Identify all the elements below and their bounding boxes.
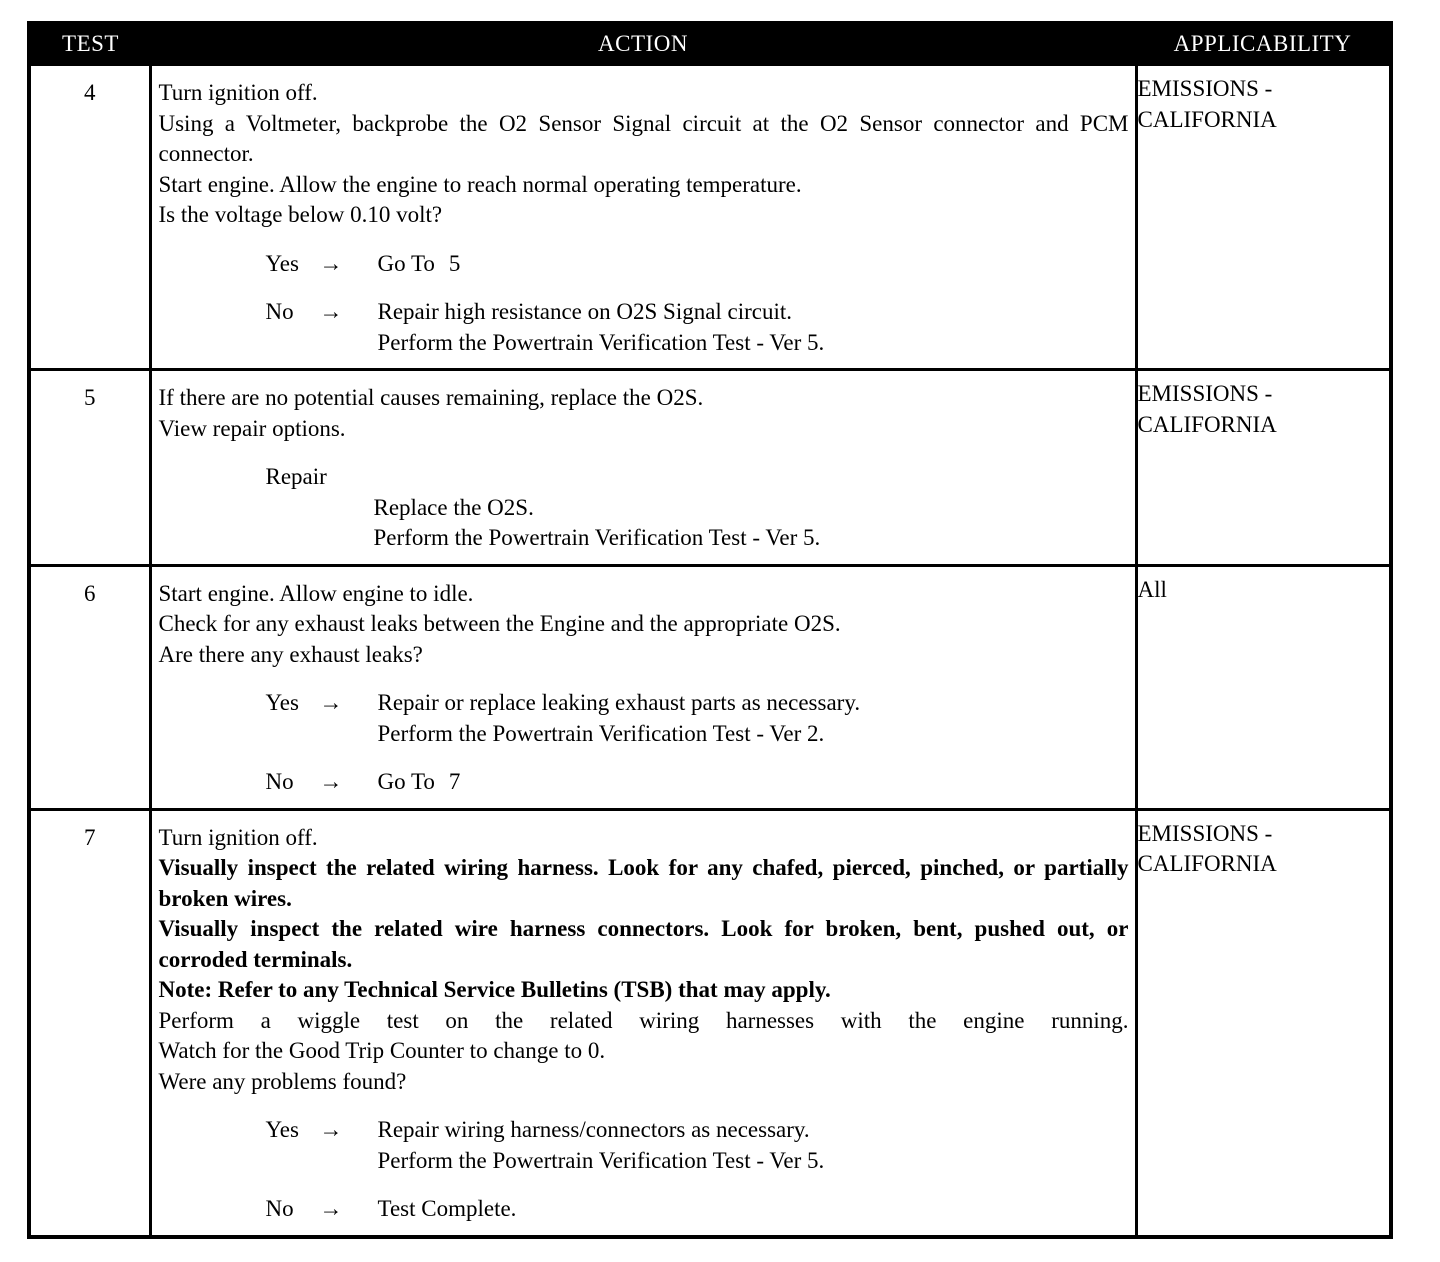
outcome-text <box>378 688 1129 749</box>
action-cell <box>150 65 1136 370</box>
applicability-line: EMISSIONS - <box>1137 820 1273 846</box>
outcome-yes <box>159 688 1129 749</box>
test-number: 7 <box>29 809 150 1237</box>
outcome-line: Perform the Powertrain Verification Test - Ver 2. <box>377 720 825 746</box>
outcome-no <box>159 1194 1129 1225</box>
outcome-text <box>378 1194 1129 1225</box>
outcome-yes <box>159 249 1129 280</box>
header-test: TEST <box>29 23 150 65</box>
arrow-icon: → <box>319 1196 343 1221</box>
arrow-icon: → <box>319 690 343 715</box>
applicability-line: CALIFORNIA <box>1137 106 1277 132</box>
outcome-label: No <box>265 769 294 794</box>
outcome-line: Repair wiring harness/connectors as necessary. <box>377 1117 810 1142</box>
header-row <box>29 23 1391 65</box>
repair-step: Replace the O2S. <box>373 494 534 520</box>
action-cell <box>150 565 1136 809</box>
table-row <box>29 809 1391 1237</box>
goto-label: Go To <box>377 769 435 794</box>
applicability-cell <box>1136 65 1391 370</box>
applicability-line: CALIFORNIA <box>1137 411 1277 437</box>
action-line: View repair options. <box>158 415 346 441</box>
applicability-line: EMISSIONS - <box>1137 381 1273 406</box>
outcome-label: Yes <box>265 690 299 715</box>
applicability-cell <box>1136 565 1391 809</box>
outcome-line: Repair or replace leaking exhaust parts as necessary. <box>377 690 861 715</box>
action-line-bold: Visually inspect the related wiring harness. Look for any chafed, pierced, pinched, or partially broken wires. <box>158 855 1129 911</box>
action-cell <box>150 809 1136 1237</box>
action-line-bold: Note: Refer to any Technical Service Bulletins (TSB) that may apply. <box>158 977 831 1002</box>
action-line: Turn ignition off. <box>158 824 318 850</box>
action-line: Start engine. Allow engine to idle. <box>158 580 474 606</box>
table-row <box>29 370 1391 566</box>
repair-options <box>159 462 1129 554</box>
outcome-no <box>159 767 1129 798</box>
outcome-no <box>159 297 1129 358</box>
goto-number: 7 <box>448 769 461 794</box>
applicability-line: All <box>1137 576 1167 602</box>
outcome-line: Test Complete. <box>377 1196 517 1221</box>
outcome-text <box>378 249 1129 280</box>
repair-steps <box>266 493 1129 554</box>
outcome-line: Perform the Powertrain Verification Test - Ver 5. <box>377 329 825 355</box>
applicability-line: CALIFORNIA <box>1137 851 1277 876</box>
test-number: 5 <box>29 370 150 566</box>
applicability-cell <box>1136 370 1391 566</box>
header-action: ACTION <box>150 23 1136 65</box>
outcome-line: Repair high resistance on O2S Signal circuit. <box>377 299 793 324</box>
goto-label: Go To <box>377 250 435 276</box>
arrow-icon: → <box>319 250 343 276</box>
outcome-label: No <box>265 299 294 324</box>
arrow-icon: → <box>319 769 343 794</box>
outcome-line: Perform the Powertrain Verification Test - Ver 5. <box>377 1147 825 1173</box>
outcome-text <box>378 297 1129 358</box>
outcome-label: Yes <box>265 1117 299 1142</box>
outcome-label: Yes <box>265 250 299 276</box>
action-line: Are there any exhaust leaks? <box>158 641 423 667</box>
outcome-text <box>378 767 1129 798</box>
action-line: Is the voltage below 0.10 volt? <box>158 202 443 227</box>
outcome-label: No <box>265 1196 294 1221</box>
action-line: Watch for the Good Trip Counter to change to 0. <box>158 1038 606 1063</box>
header-applicability: APPLICABILITY <box>1136 23 1391 65</box>
table-row <box>29 565 1391 809</box>
table-row <box>29 65 1391 370</box>
arrow-icon: → <box>319 1117 343 1142</box>
goto-number: 5 <box>448 250 461 276</box>
repair-step: Perform the Powertrain Verification Test - Ver 5. <box>373 525 821 550</box>
action-line: Were any problems found? <box>158 1068 407 1094</box>
action-line: Check for any exhaust leaks between the Engine and the appropriate O2S. <box>158 611 841 636</box>
action-line: Start engine. Allow the engine to reach normal operating temperature. <box>158 171 802 197</box>
outcome-yes <box>159 1115 1129 1176</box>
action-line: If there are no potential causes remaining, replace the O2S. <box>158 385 704 410</box>
test-number: 6 <box>29 565 150 809</box>
outcome-text <box>378 1115 1129 1176</box>
diagnostic-test-table <box>27 21 1393 1239</box>
applicability-line: EMISSIONS - <box>1137 76 1273 101</box>
action-line: Using a Voltmeter, backprobe the O2 Sensor Signal circuit at the O2 Sensor connector and PCM connector. <box>158 110 1129 166</box>
test-number: 4 <box>29 65 150 370</box>
action-cell <box>150 370 1136 566</box>
applicability-cell <box>1136 809 1391 1237</box>
arrow-icon: → <box>319 299 343 324</box>
action-line: Perform a wiggle test on the related wiring harnesses with the engine running. <box>158 1007 1129 1033</box>
repair-label: Repair <box>265 464 327 489</box>
action-line-bold: Visually inspect the related wire harness connectors. Look for broken, bent, pushed out, or corroded terminals. <box>158 916 1129 972</box>
action-line: Turn ignition off. <box>158 80 318 105</box>
